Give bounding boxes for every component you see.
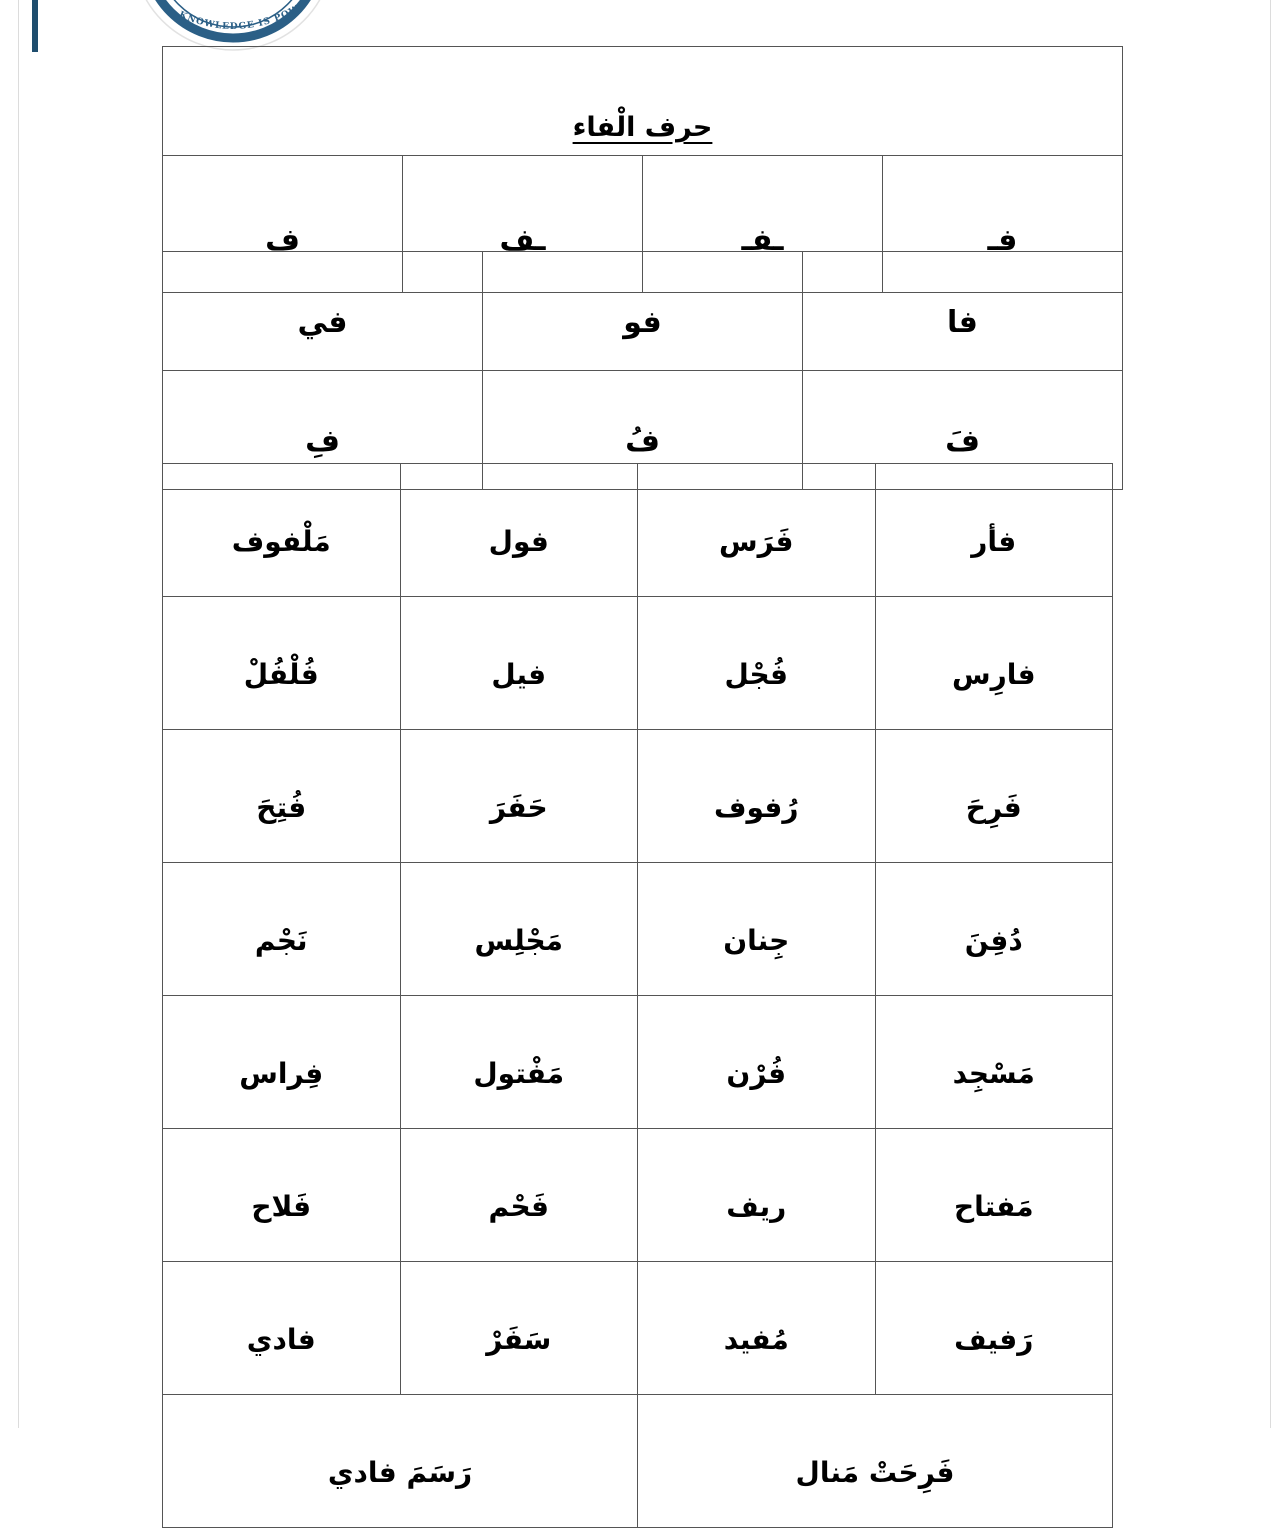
word-cell: ريف [638,1129,876,1262]
word-cell: حَفَرَ [400,730,638,863]
word-cell: رُفوف [638,730,876,863]
word-cell: فأر [875,464,1113,597]
syllable-short-i: فِ [163,371,483,490]
word-cell: مَسْجِد [875,996,1113,1129]
word-cell: فَرِحَ [875,730,1113,863]
word-cell: رَفيف [875,1262,1113,1395]
word-cell: مَفتاح [875,1129,1113,1262]
syllable-short-a: فَ [803,371,1123,490]
worksheet-title: حرف الْفاء [572,112,713,143]
word-cell: فادي [163,1262,401,1395]
word-cell: مَجْلِس [400,863,638,996]
word-cell: فَرَس [638,464,876,597]
word-cell: فُجْل [638,597,876,730]
word-row [163,464,1113,597]
left-accent-rule [32,0,38,52]
sentence-cell: رَسَمَ فادي [163,1395,638,1528]
word-cell: مَلْفوف [163,464,401,597]
syllable-long-u: فو [483,252,803,371]
word-cell: فُتِحَ [163,730,401,863]
syllable-long-a: فا [803,252,1123,371]
word-cell: فُرْن [638,996,876,1129]
word-cell: فَحْم [400,1129,638,1262]
word-cell: فول [400,464,638,597]
syllables-table [162,251,1123,490]
word-cell: سَفَرْ [400,1262,638,1395]
word-cell: فيل [400,597,638,730]
words-table [162,463,1113,1528]
word-cell: فَلاح [163,1129,401,1262]
sentence-row [163,1395,1113,1528]
word-cell: فِراس [163,996,401,1129]
syllable-short-u: فُ [483,371,803,490]
logo-motto: KNOWLEDGE IS POW [177,3,302,33]
sentence-cell: فَرِحَتْ مَنال [638,1395,1113,1528]
word-cell: نَجْم [163,863,401,996]
word-cell: دُفِنَ [875,863,1113,996]
word-cell: جِنان [638,863,876,996]
word-row [163,730,1113,863]
word-cell: مَفْتول [400,996,638,1129]
word-row [163,1262,1113,1395]
word-row [163,863,1113,996]
letter-form-isolated: ف [163,156,403,293]
letter-form-final: ـف [403,156,643,293]
word-cell: فُلْفُلْ [163,597,401,730]
letter-form-initial: فـ [883,156,1123,293]
worksheet-title-cell [163,47,1123,156]
letter-form-medial: ـفـ [643,156,883,293]
school-logo [118,0,348,52]
word-cell: فارِس [875,597,1113,730]
page-frame-right [1270,0,1271,1428]
page-frame-left [18,0,19,1428]
syllable-long-i: في [163,252,483,371]
word-cell: مُفيد [638,1262,876,1395]
word-row [163,597,1113,730]
word-row [163,996,1113,1129]
word-row [163,1129,1113,1262]
